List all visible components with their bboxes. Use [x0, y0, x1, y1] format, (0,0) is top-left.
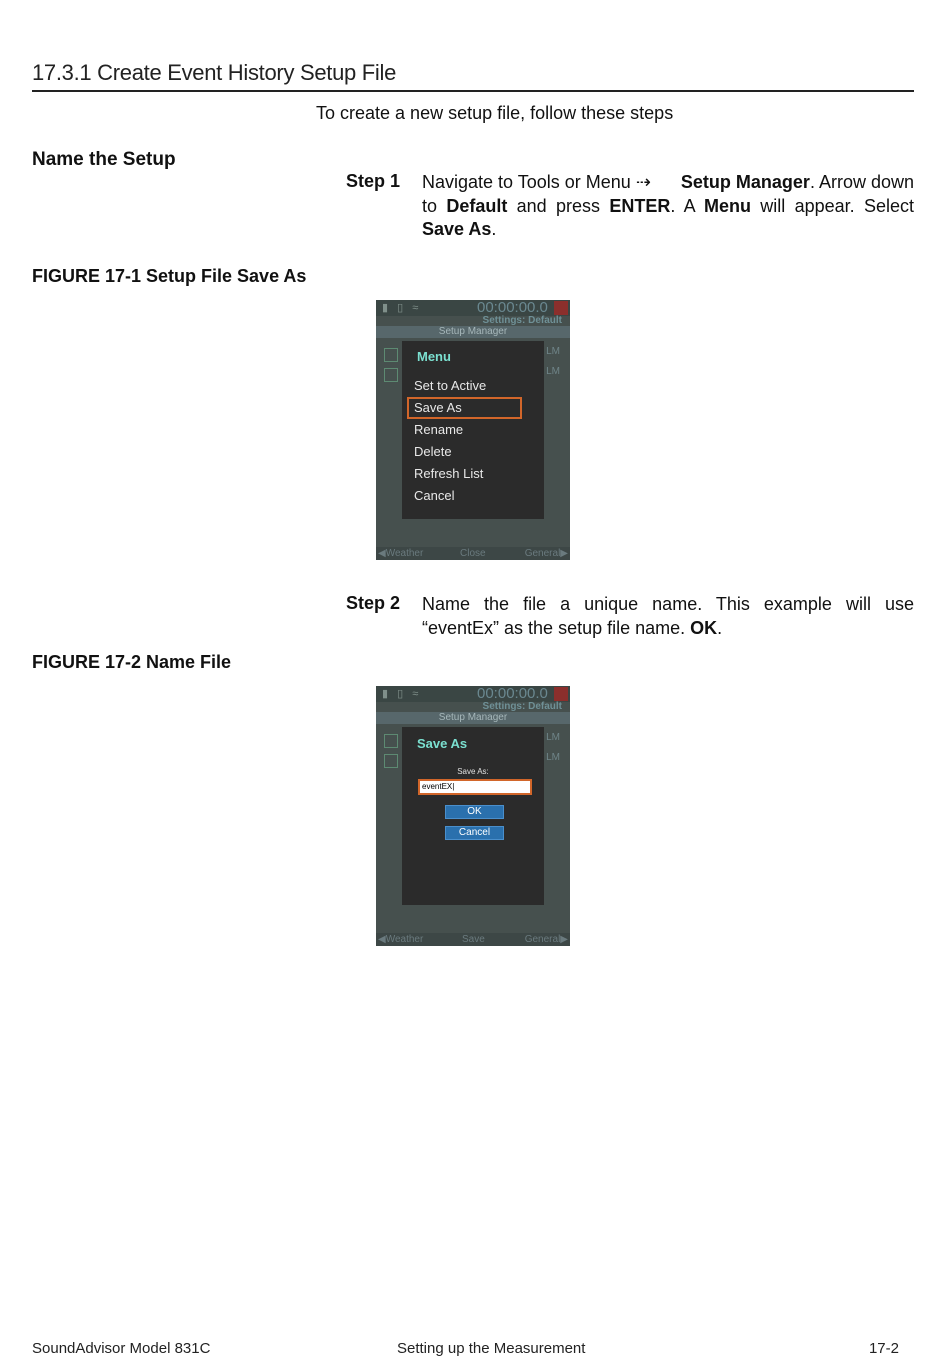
- elapsed-time: 00:00:00.0: [477, 686, 548, 702]
- menu-dialog: [402, 341, 544, 519]
- settings-label: Settings: Default: [482, 315, 562, 326]
- menu-item-delete[interactable]: Delete: [414, 444, 452, 459]
- softkey-bar: [376, 547, 570, 560]
- softkey-left[interactable]: ◀Weather: [378, 934, 424, 945]
- step1-text: Navigate to Tools or Menu ⇢ Setup Manager. Arrow down to Default and press ENTER. A Menu will appear. Select Save As.: [422, 172, 914, 239]
- save-as-field-label: Save As:: [457, 767, 489, 776]
- softkey-right[interactable]: General▶: [524, 548, 568, 559]
- menu-item-rename[interactable]: Rename: [414, 422, 464, 437]
- cancel-button[interactable]: Cancel: [445, 826, 504, 840]
- softkey-center[interactable]: Close: [460, 548, 486, 559]
- softkey-bar: [376, 933, 570, 946]
- status-icons: ▮ ▯ ≈: [382, 688, 422, 700]
- status-bar: [376, 300, 570, 316]
- menu-item-set-to-active[interactable]: Set to Active: [414, 378, 487, 393]
- home-icon: [384, 368, 398, 382]
- menu-item-cancel[interactable]: Cancel: [414, 488, 455, 503]
- settings-label: Settings: Default: [482, 701, 562, 712]
- figure2-caption: FIGURE 17-2 Name File: [32, 652, 232, 672]
- bg-item: LM: [546, 366, 560, 377]
- figure1-screenshot: [376, 300, 570, 560]
- record-indicator-icon: [554, 687, 568, 701]
- status-bar: [376, 686, 570, 702]
- file-icon: [384, 734, 398, 748]
- softkey-left[interactable]: ◀Weather: [378, 548, 424, 559]
- figure2-screenshot: [376, 686, 570, 946]
- screen-header: Setup Manager: [376, 712, 570, 724]
- file-icon: [384, 348, 398, 362]
- screen-header: Setup Manager: [376, 326, 570, 338]
- bg-item: LM: [546, 752, 560, 763]
- footer-center: Setting up the Measurement: [397, 1340, 586, 1357]
- home-icon: [384, 754, 398, 768]
- dialog-title: Save As: [417, 736, 468, 751]
- figure1-caption: FIGURE 17-1 Setup File Save As: [32, 266, 307, 286]
- section-title: 17.3.1 Create Event History Setup File: [32, 60, 914, 92]
- record-indicator-icon: [554, 301, 568, 315]
- step2-text: Name the file a unique name. This example will use “eventEx” as the setup file name. OK.: [422, 594, 914, 638]
- ok-button[interactable]: OK: [445, 805, 504, 819]
- footer-page-number: 17-2: [868, 1340, 899, 1357]
- menu-item-refresh-list[interactable]: Refresh List: [414, 466, 484, 481]
- bg-item: LM: [546, 346, 560, 357]
- status-icons: ▮ ▯ ≈: [382, 302, 422, 314]
- intro-text: To create a new setup file, follow these steps: [316, 103, 674, 123]
- softkey-right[interactable]: General▶: [524, 934, 568, 945]
- side-heading: Name the Setup: [32, 149, 176, 170]
- save-as-input[interactable]: eventEX|: [418, 779, 532, 795]
- step1-label: Step 1: [346, 171, 401, 191]
- save-as-dialog: [402, 727, 544, 905]
- softkey-center[interactable]: Save: [462, 934, 485, 945]
- dialog-title: Menu: [417, 349, 451, 364]
- step2-label: Step 2: [346, 593, 401, 613]
- bg-item: LM: [546, 732, 560, 743]
- menu-item-save-as[interactable]: Save As: [407, 397, 522, 419]
- footer-left: SoundAdvisor Model 831C: [32, 1340, 211, 1357]
- elapsed-time: 00:00:00.0: [477, 300, 548, 316]
